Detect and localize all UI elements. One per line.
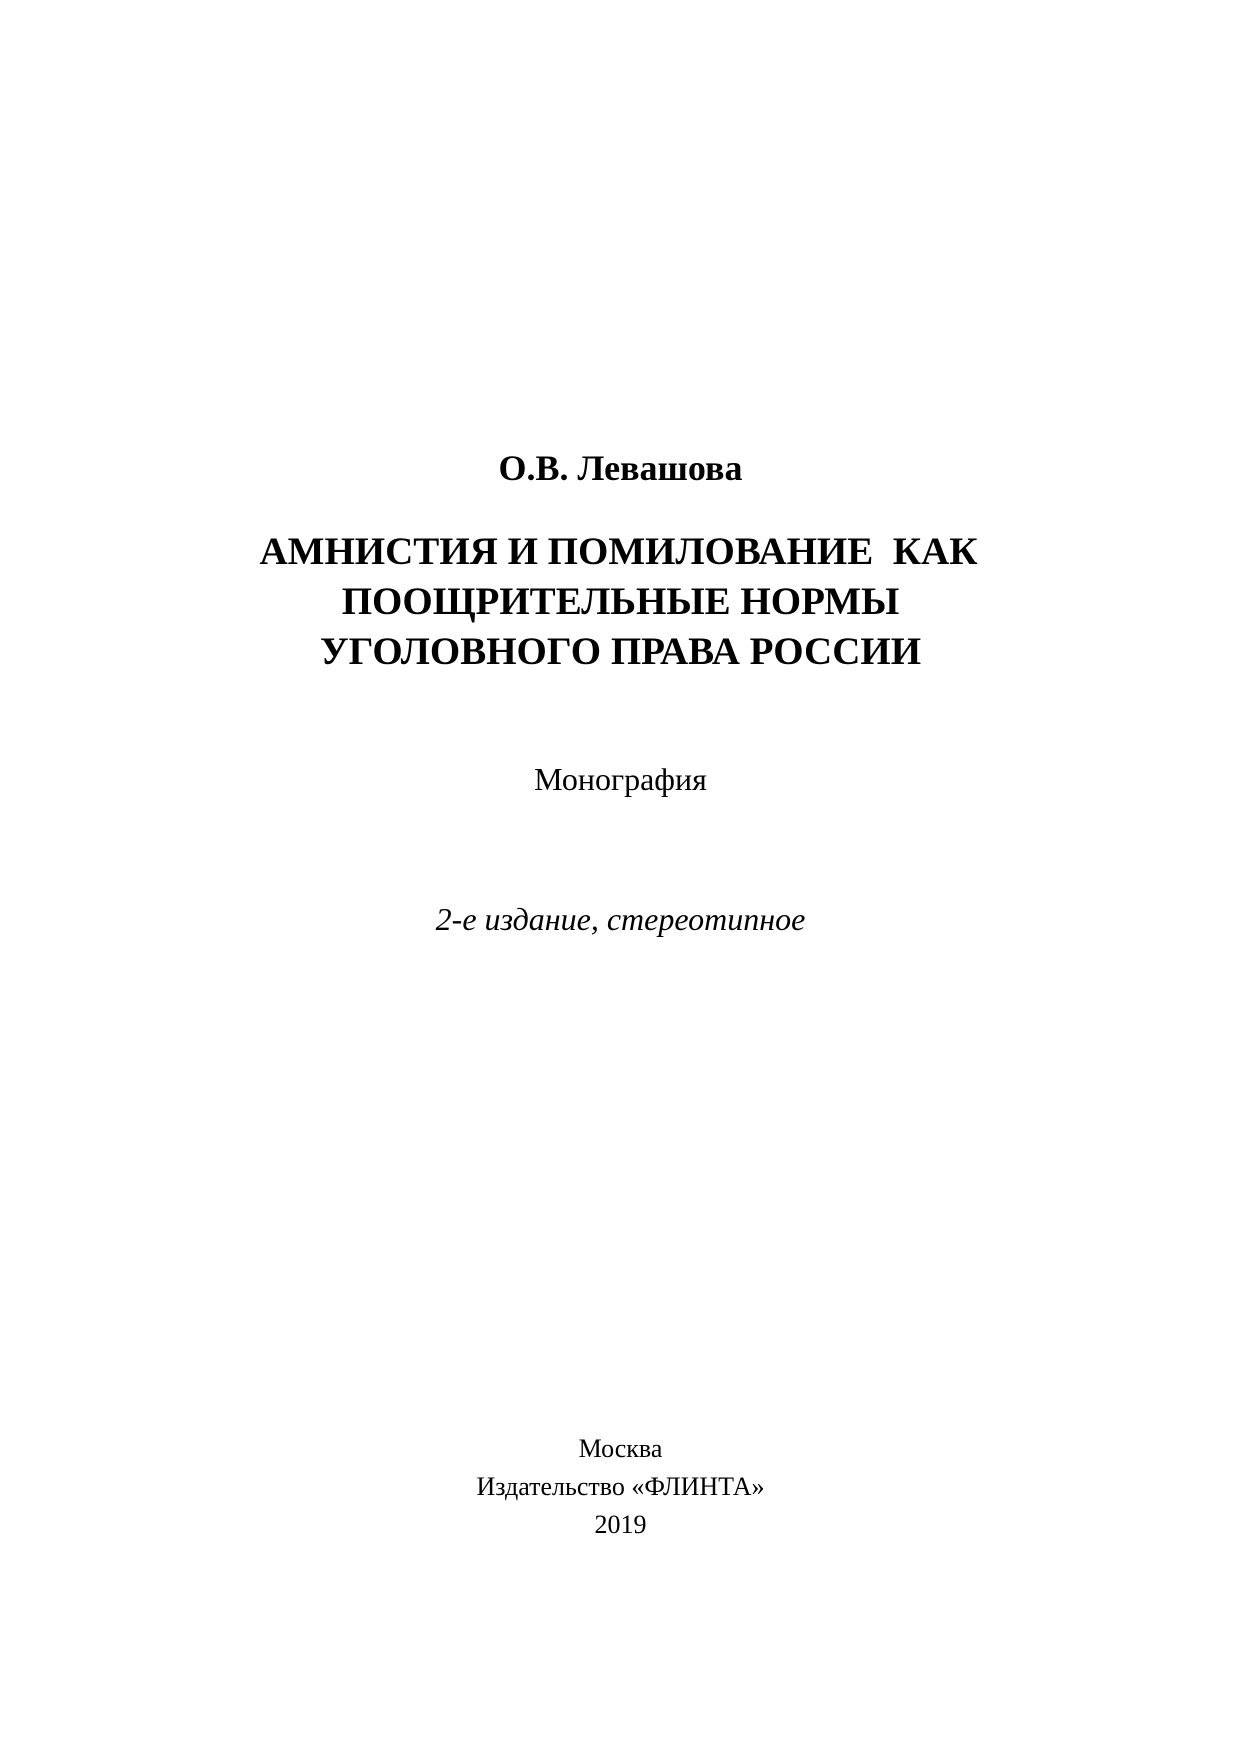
author-name: О.В. Левашова	[498, 448, 743, 488]
imprint-publisher: Издательство «ФЛИНТА»	[476, 1472, 765, 1501]
imprint-year: 2019	[594, 1510, 647, 1539]
genre-subtitle: Монография	[534, 761, 707, 797]
book-title-line-3: УГОЛОВНОГО ПРАВА РОССИИ	[319, 630, 922, 673]
book-title-line-1: АМНИСТИЯ И ПОМИЛОВАНИЕ КАК	[259, 530, 978, 573]
imprint-city: Москва	[578, 1434, 663, 1463]
edition-note: 2-е издание, стереотипное	[435, 901, 806, 937]
book-title-line-2: ПООЩРИТЕЛЬНЫЕ НОРМЫ	[341, 580, 900, 623]
